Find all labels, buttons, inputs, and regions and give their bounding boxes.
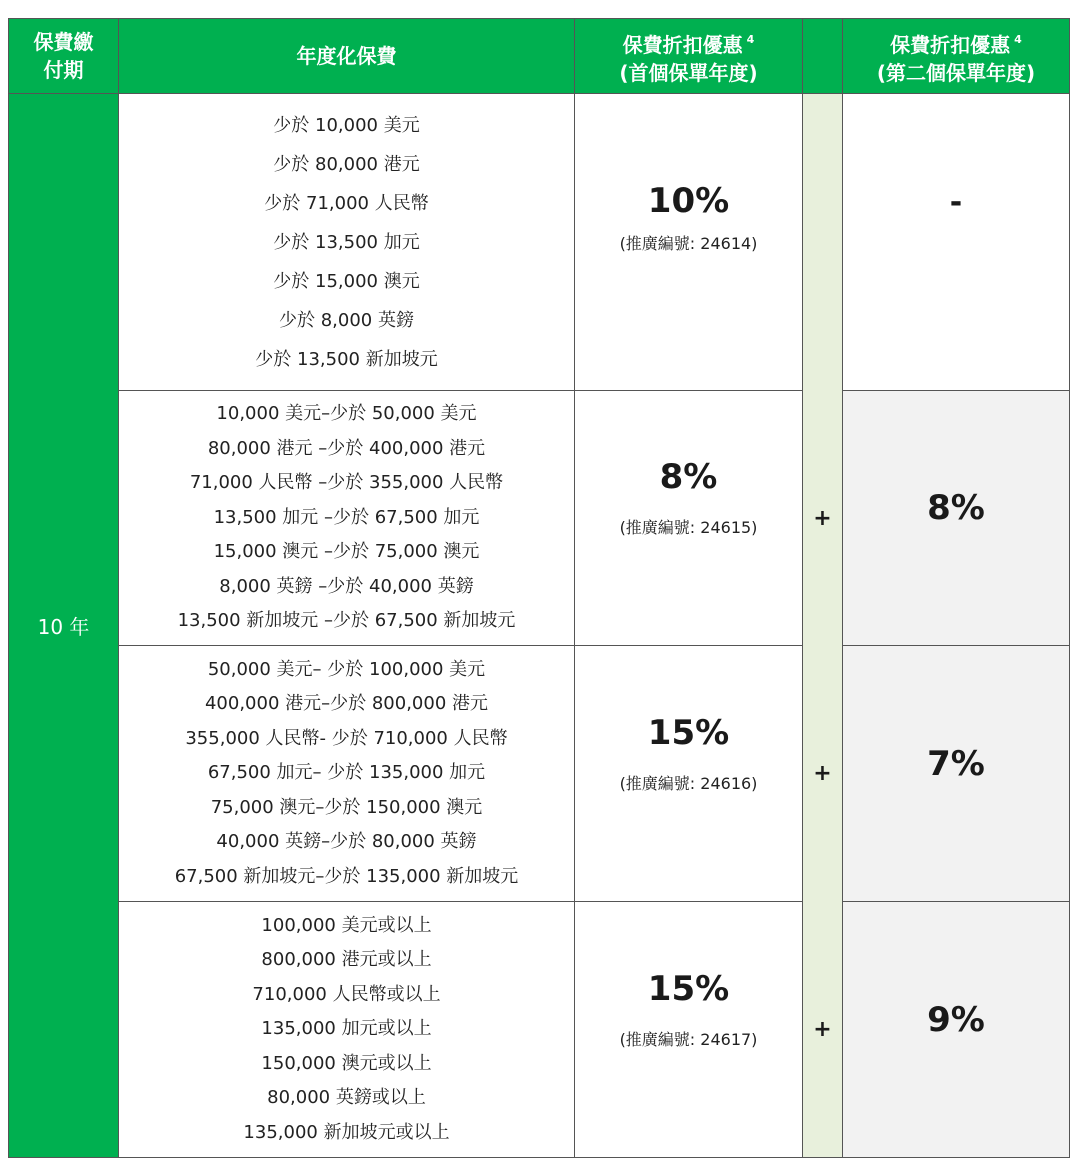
premium-line: 10,000 美元–少於 50,000 美元: [216, 403, 477, 425]
premium-discount-table: [8, 18, 1070, 1158]
second-year-discount: -: [949, 184, 963, 220]
plus-cell: [803, 902, 843, 1158]
first-year-discount: 8%: [659, 457, 718, 497]
premium-line: 67,500 加元– 少於 135,000 加元: [207, 762, 486, 784]
first-year-discount: 10%: [647, 181, 730, 221]
term-value: 10 年: [37, 615, 90, 639]
header-term: [9, 19, 119, 94]
premium-line: 50,000 美元– 少於 100,000 美元: [207, 658, 486, 680]
premium-line: 135,000 加元或以上: [261, 1018, 432, 1040]
promo-code: (推廣編號: 24614): [619, 234, 758, 253]
table-row: [9, 902, 1070, 1158]
premium-cell: [119, 902, 575, 1158]
header-first-year-title: 保費折扣優惠: [622, 32, 743, 57]
first-year-discount: 15%: [647, 968, 730, 1009]
premium-line: 75,000 澳元–少於 150,000 澳元: [210, 796, 483, 818]
table-row: [9, 391, 1070, 646]
second-year-cell: [843, 391, 1070, 646]
premium-line: 80,000 港元 –少於 400,000 港元: [207, 437, 486, 459]
premium-cell: [119, 646, 575, 902]
premium-line: 100,000 美元或以上: [261, 914, 432, 936]
header-second-year: [843, 19, 1070, 94]
premium-line: 少於 10,000 美元: [273, 114, 420, 136]
promo-code: (推廣編號: 24615): [619, 518, 758, 537]
premium-line: 13,500 新加坡元 –少於 67,500 新加坡元: [177, 610, 516, 632]
premium-line: 少於 80,000 港元: [273, 153, 420, 175]
second-year-cell: [843, 646, 1070, 902]
premium-line: 150,000 澳元或以上: [261, 1052, 432, 1074]
header-premium-label: 年度化保費: [296, 44, 397, 68]
second-year-cell: [843, 902, 1070, 1158]
premium-line: 135,000 新加坡元或以上: [243, 1121, 450, 1143]
premium-line: 13,500 加元 –少於 67,500 加元: [213, 506, 480, 528]
premium-line: 710,000 人民幣或以上: [252, 983, 441, 1005]
table-row: [9, 94, 1070, 391]
first-year-cell: [575, 902, 803, 1158]
footnote-marker: 4: [1014, 32, 1022, 46]
premium-line: 少於 15,000 澳元: [273, 270, 420, 292]
premium-line: 8,000 英鎊 –少於 40,000 英鎊: [219, 575, 474, 597]
premium-cell: [119, 391, 575, 646]
header-first-year: [575, 19, 803, 94]
second-year-discount: 7%: [927, 743, 985, 784]
header-first-year-subtitle: (首個保單年度): [619, 60, 758, 85]
premium-line: 40,000 英鎊–少於 80,000 英鎊: [216, 831, 477, 853]
plus-sign: +: [813, 1016, 832, 1042]
premium-line: 80,000 英鎊或以上: [267, 1087, 426, 1109]
plus-sign: +: [813, 761, 832, 786]
premium-line: 400,000 港元–少於 800,000 港元: [204, 693, 489, 715]
promo-code: (推廣編號: 24616): [619, 773, 758, 793]
first-year-discount: 15%: [647, 712, 730, 753]
premium-line: 355,000 人民幣- 少於 710,000 人民幣: [185, 727, 508, 749]
footnote-marker: 4: [746, 32, 755, 46]
first-year-cell: [575, 391, 803, 646]
premium-line: 少於 13,500 加元: [273, 231, 420, 253]
premium-line: 少於 71,000 人民幣: [264, 192, 429, 214]
first-year-cell: [575, 94, 803, 391]
premium-line: 800,000 港元或以上: [261, 949, 432, 971]
term-cell: [9, 94, 119, 1158]
premium-cell: [119, 94, 575, 391]
first-year-cell: [575, 646, 803, 902]
header-second-year-subtitle: (第二個保單年度): [876, 60, 1036, 85]
header-second-year-title: 保費折扣優惠: [890, 32, 1011, 57]
premium-line: 67,500 新加坡元–少於 135,000 新加坡元: [174, 865, 519, 887]
header-premium: [119, 19, 575, 94]
plus-cell: [803, 94, 843, 391]
plus-cell: [803, 391, 843, 646]
header-term-label: 保費繳付期: [33, 30, 94, 82]
plus-sign: +: [813, 505, 832, 531]
premium-line: 少於 13,500 新加坡元: [255, 348, 438, 370]
premium-line: 少於 8,000 英鎊: [279, 309, 414, 331]
table-row: [9, 646, 1070, 902]
header-plus-column: [803, 19, 843, 94]
header-row: [9, 19, 1070, 94]
promo-code: (推廣編號: 24617): [619, 1029, 758, 1049]
second-year-discount: 9%: [927, 999, 985, 1040]
plus-cell: [803, 646, 843, 902]
second-year-cell: [843, 94, 1070, 391]
premium-line: 71,000 人民幣 –少於 355,000 人民幣: [189, 472, 504, 494]
second-year-discount: 8%: [927, 488, 985, 528]
premium-line: 15,000 澳元 –少於 75,000 澳元: [213, 541, 480, 563]
